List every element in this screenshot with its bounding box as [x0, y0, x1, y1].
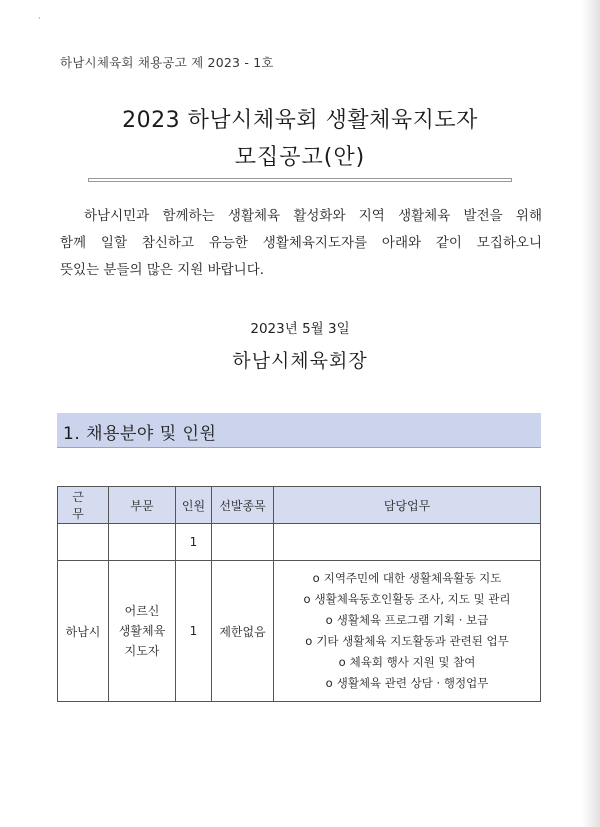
criteria-cell: 제한없음	[212, 561, 274, 702]
duty-item: o 생활체육 프로그램 기획 · 보급	[325, 613, 489, 627]
department-cell: 어르신 생활체육 지도자	[109, 561, 176, 702]
notice-date: 2023년 5월 3일	[250, 321, 350, 337]
intro-line: 뜻있는 분들의 많은 지원 바랍니다.	[60, 262, 265, 278]
table-row	[58, 524, 541, 561]
corner-mark: ·	[38, 14, 41, 24]
header-duties: 담당업무	[274, 487, 541, 524]
duty-item: o 체육회 행사 지원 및 참여	[338, 655, 476, 669]
duty-item: o 기타 생활체육 지도활동과 관련된 업무	[305, 634, 509, 648]
table-cell	[212, 524, 274, 561]
table-cell	[274, 524, 541, 561]
intro-line: 함께 일할 참신하고 유능한 생활체육지도자를 아래와 같이 모집하오니	[60, 235, 542, 251]
table-header-row	[58, 487, 541, 524]
notice-number: 하남시체육회 채용공고 제 2023 - 1호	[60, 55, 274, 70]
document-title-line2: 모집공고(안)	[234, 145, 366, 170]
organization-name: 하남시체육회장	[232, 350, 368, 372]
table-cell	[58, 524, 109, 561]
title-underline	[88, 178, 512, 182]
duties-cell	[274, 561, 541, 702]
duty-item: o 생활체육 관련 상담 · 행정업무	[325, 676, 489, 690]
total-headcount-cell: 1	[176, 524, 212, 561]
table-row	[58, 561, 541, 702]
header-headcount: 인원	[176, 487, 212, 524]
location-cell: 하남시	[58, 561, 109, 702]
duty-item: o 지역주민에 대한 생활체육활동 지도	[312, 571, 502, 585]
recruitment-table	[57, 486, 541, 702]
headcount-cell: 1	[176, 561, 212, 702]
header-department: 부문	[109, 487, 176, 524]
table-cell	[109, 524, 176, 561]
header-location: 근 무	[58, 487, 109, 524]
section-title: 1. 채용분야 및 인원	[63, 424, 217, 444]
document-title-line1: 2023 하남시체육회 생활체육지도자	[122, 108, 478, 133]
header-criteria: 선발종목	[212, 487, 274, 524]
intro-line: 하남시민과 함께하는 생활체육 활성화와 지역 생활체육 발전을 위해	[84, 208, 542, 224]
duty-item: o 생활체육동호인활동 조사, 지도 및 관리	[303, 592, 511, 606]
intro-paragraph	[60, 203, 542, 284]
